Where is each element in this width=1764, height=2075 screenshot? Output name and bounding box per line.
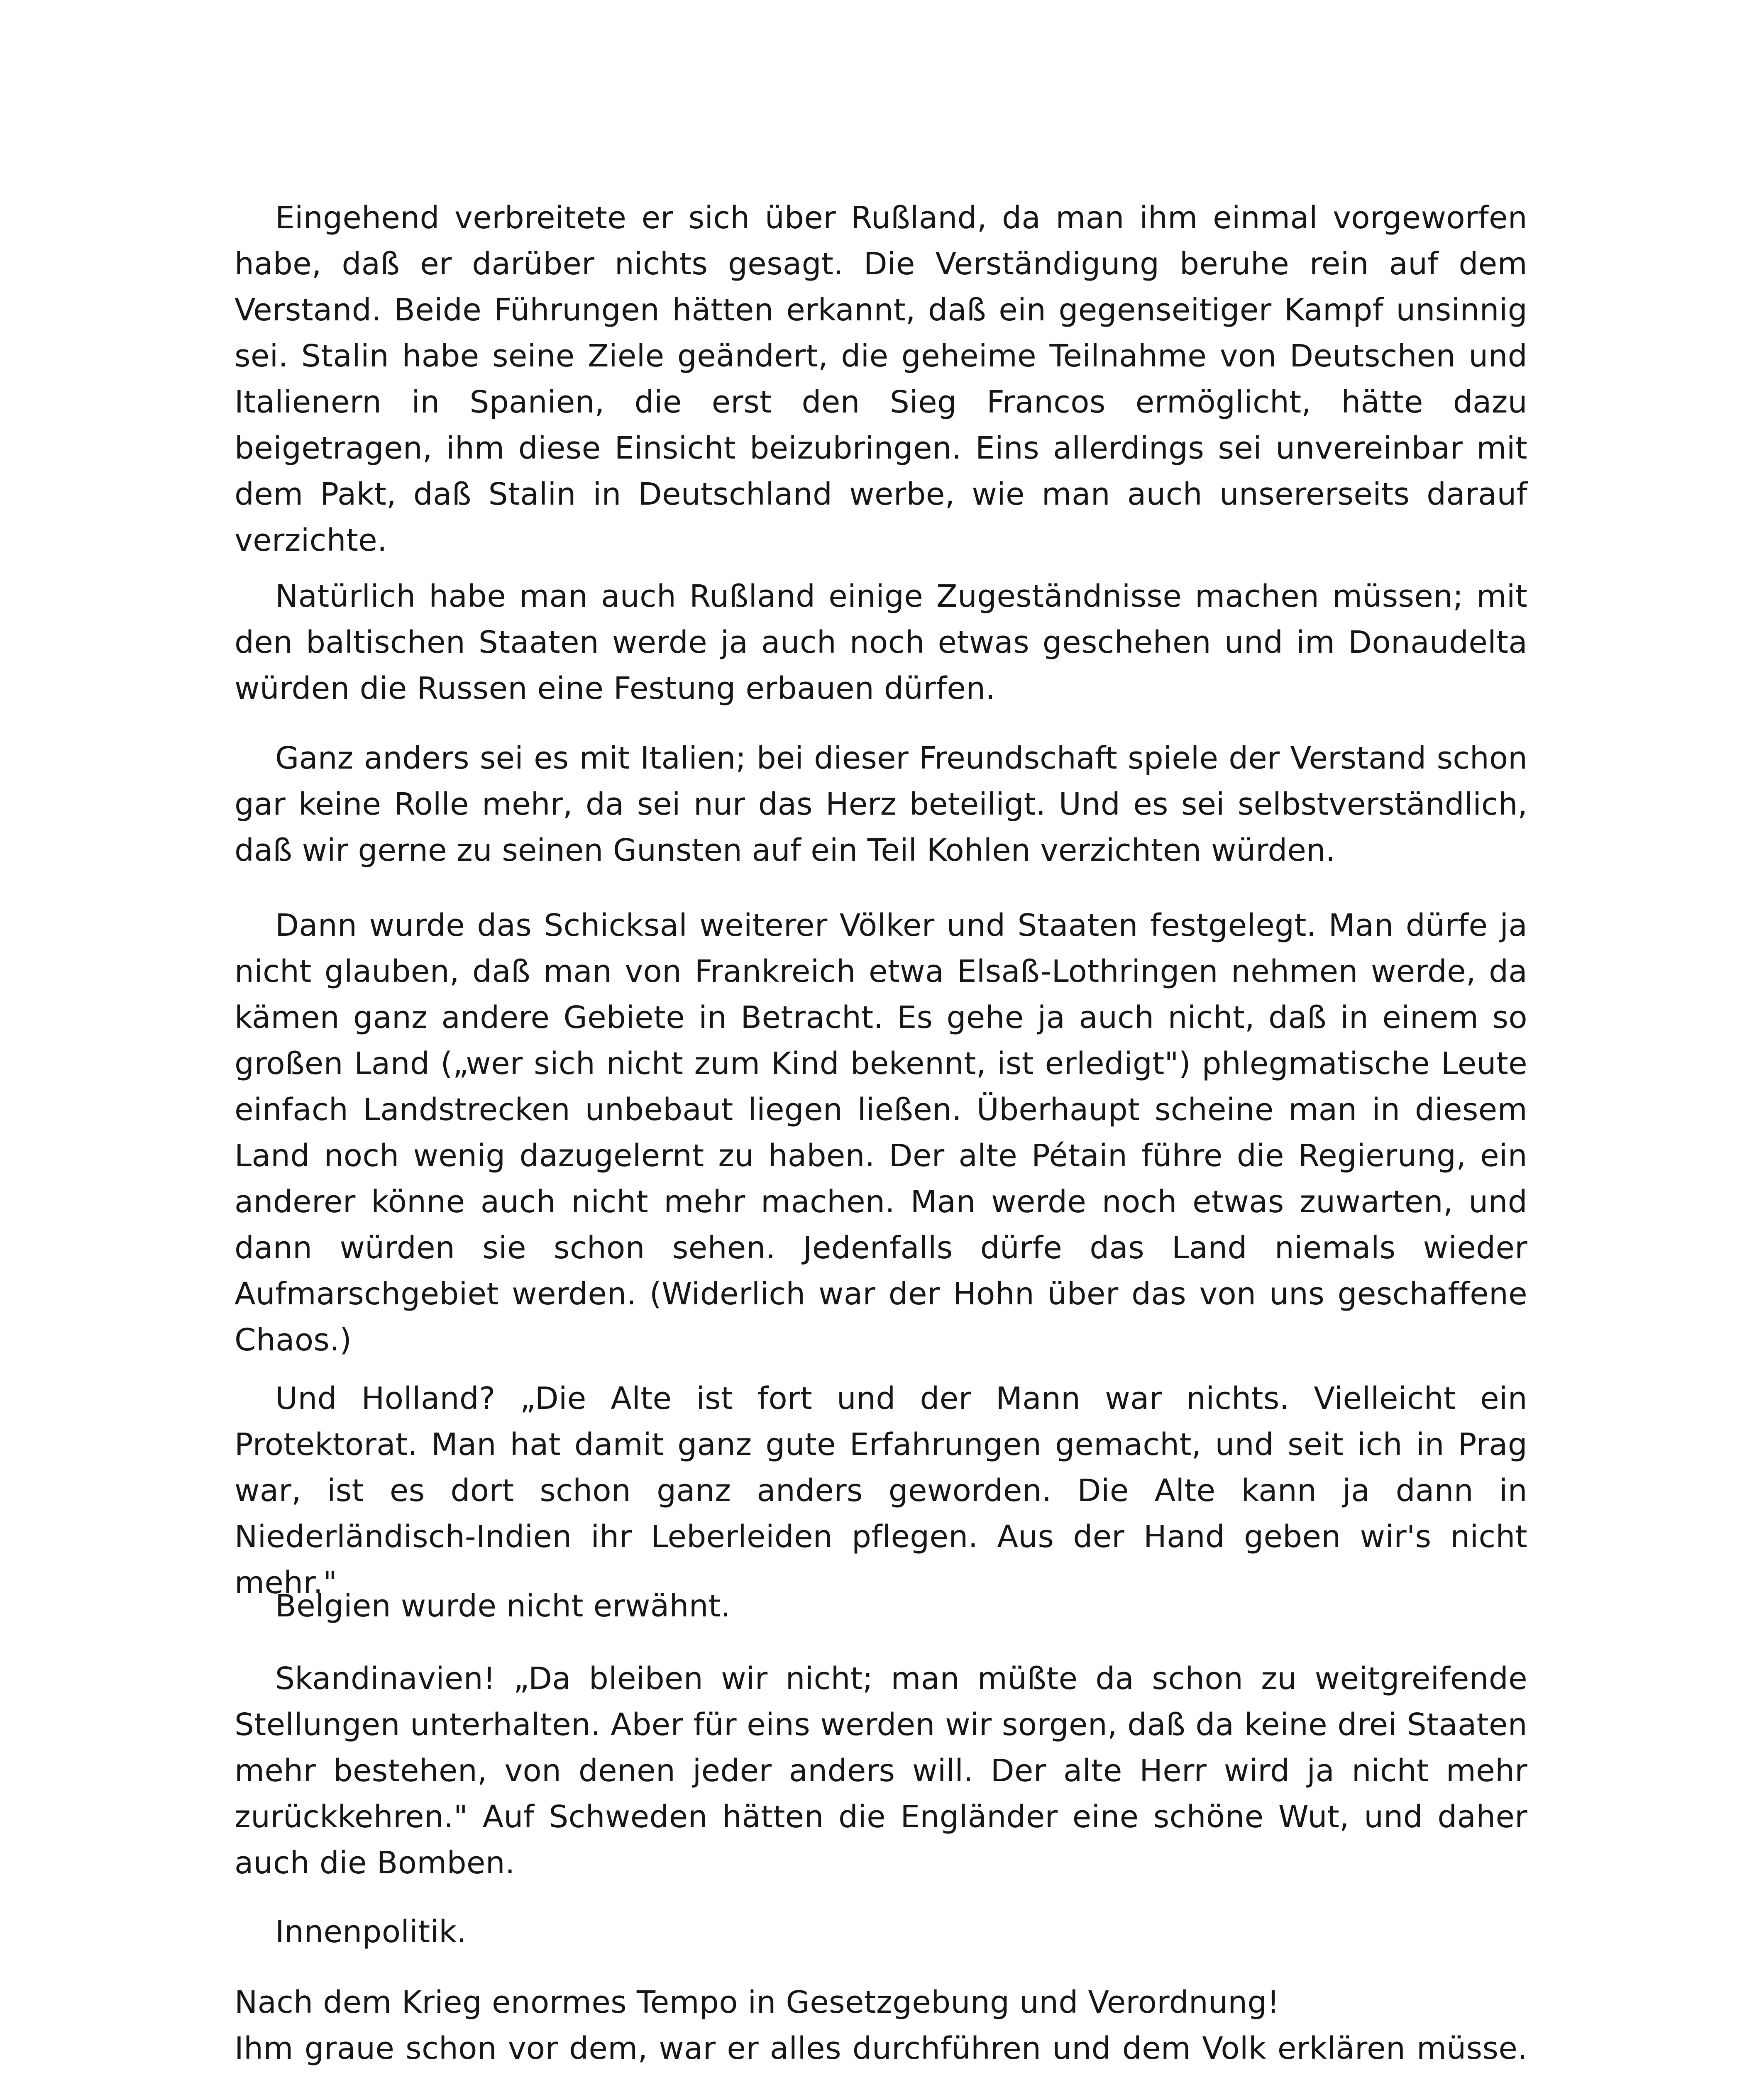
paragraph-holland: Und Holland? „Die Alte ist fort und der Mann war nichts. Vielleicht ein Protektorat. Man hat damit ganz gute Erfahrungen gemacht, und seit ich in Prag war, ist es dort schon ganz anders geworden. Die Alte kann ja dann in Niederländisch-Indien ihr Leberleiden pflegen. Aus der Hand geben wir's nicht mehr."	[235, 1381, 1527, 1601]
paragraph-france: Dann wurde das Schicksal weiterer Völker und Staaten festgelegt. Man dürfe ja nicht glauben, daß man von Frankreich etwa Elsaß-Lothringen nehmen werde, da kämen ganz andere Gebiete in Betracht. Es gehe ja auch nicht, daß in einem so großen Land („wer sich nicht zum Kind bekennt, ist erledigt") phlegmatische Leute einfach Landstrecken unbebaut liegen ließen. Überhaupt scheine man in diesem Land noch wenig dazugelernt zu haben. Der alte Pétain führe die Regierung, ein anderer könne auch nicht mehr machen. Man werde noch etwas zuwarten, und dann würden sie schon sehen. Jedenfalls dürfe das Land niemals wieder Aufmarschgebiet werden. (Widerlich war der Hohn über das von uns geschaffene Chaos.)	[235, 908, 1527, 1358]
paragraph-domestic-policy-heading: Innenpolitik.	[275, 1914, 467, 1950]
paragraph-italy: Ganz anders sei es mit Italien; bei dieser Freundschaft spiele der Verstand schon gar keine Rolle mehr, da sei nur das Herz beteiligt. Und es sei selbstverständlich, daß wir gerne zu seinen Gunsten auf ein Teil Kohlen verzichten würden.	[235, 740, 1527, 868]
paragraph-after-war: Nach dem Krieg enormes Tempo in Gesetzgebung und Verordnung!	[235, 1985, 1280, 2020]
paragraph-russia: Eingehend verbreitete er sich über Rußland, da man ihm einmal vorgeworfen habe, daß er darüber nichts gesagt. Die Verständigung beruhe rein auf dem Verstand. Beide Führungen hätten erkannt, daß ein gegenseitiger Kampf unsinnig sei. Stalin habe seine Ziele geändert, die geheime Teilnahme von Deutschen und Italienern in Spanien, die erst den Sieg Francos ermöglicht, hätte dazu beigetragen, ihm diese Einsicht beizubringen. Eins allerdings sei unvereinbar mit dem Pakt, daß Stalin in Deutschland werbe, wie man auch unsererseits darauf verzichte.	[235, 200, 1527, 558]
paragraph-belgium: Belgien wurde nicht erwähnt.	[275, 1588, 731, 1624]
paragraph-measures: Ihm graue schon vor dem, war er alles durchführen und dem Volk erklären müsse.	[235, 2031, 1527, 2066]
paragraph-concessions: Natürlich habe man auch Rußland einige Zugeständnisse machen müssen; mit den baltischen Staaten werde ja auch noch etwas geschehen und im Donaudelta würden die Russen eine Festung erbauen dürfen.	[235, 579, 1527, 706]
paragraph-scandinavia: Skandinavien! „Da bleiben wir nicht; man müßte da schon zu weitgreifende Stellungen unterhalten. Aber für eins werden wir sorgen, daß da keine drei Staaten mehr bestehen, von denen jeder anders will. Der alte Herr wird ja nicht mehr zurückkehren." Auf Schweden hätten die Engländer eine schöne Wut, und daher auch die Bomben.	[235, 1661, 1527, 1881]
